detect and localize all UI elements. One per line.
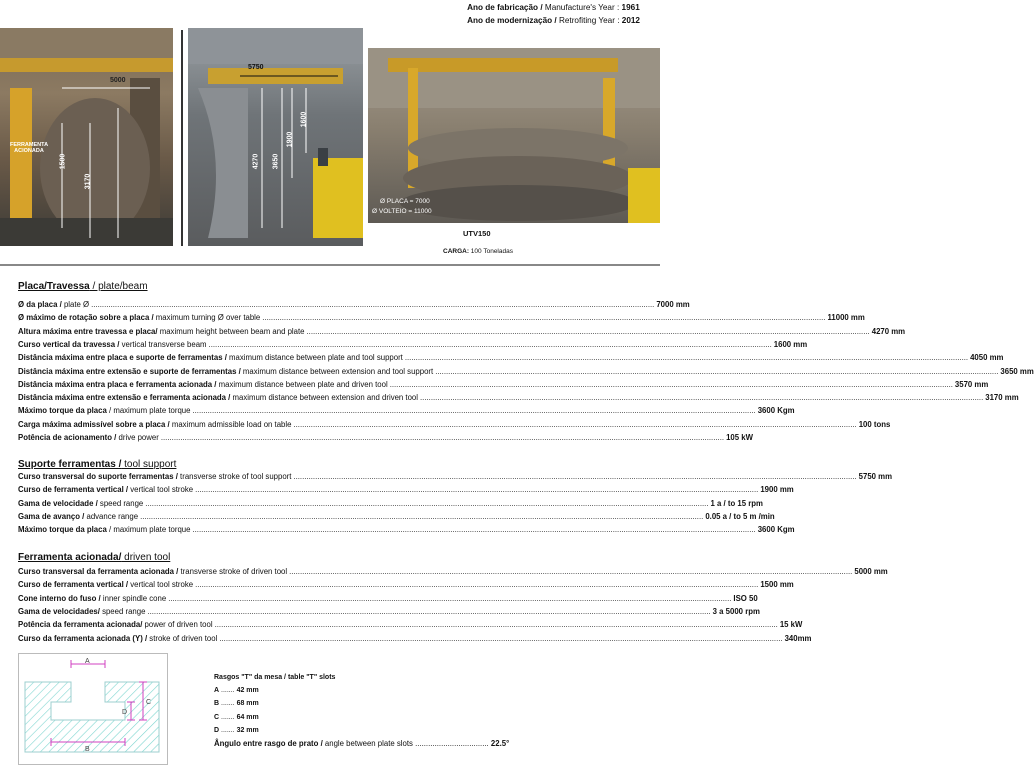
slot-item: C ....... 64 mm — [214, 713, 259, 721]
spec-row — [18, 471, 893, 483]
model-name: UTV150 — [463, 229, 491, 238]
manufacture-year-line: Ano de fabricação / Manufacture's Year : 1961 — [467, 3, 640, 12]
spec-row — [18, 484, 794, 496]
spec-value: 3 a 5000 rpm — [712, 606, 760, 616]
dim-5000: 5000 — [110, 77, 126, 84]
leader-dots: .................................................................................................................................................................................................................................................................... — [404, 353, 969, 363]
leader-dots: .................................................................................................................................................................................................................................................................... — [306, 326, 870, 336]
spec-label: Curso transversal da ferramenta acionada / transverse stroke of driven tool — [18, 567, 288, 576]
spec-value: 0.05 a / to 5 m /min — [705, 511, 775, 521]
load-caption: CARGA: 100 Toneladas — [443, 248, 513, 255]
spec-label: Potência de acionamento / drive power — [18, 433, 159, 442]
dim-a-label: A — [85, 658, 90, 665]
spec-row — [18, 326, 906, 338]
divider-line — [0, 264, 660, 266]
leader-dots: .................................................................................................................................................................................................................................................................... — [420, 393, 984, 403]
spec-row — [18, 405, 795, 417]
leader-dots: .................................................................................................................................................................................................................................................................... — [192, 525, 756, 535]
spec-row — [18, 633, 812, 645]
spec-label: Ø da placa / plate Ø — [18, 300, 90, 309]
spec-label: Curso vertical da travessa / vertical transverse beam — [18, 339, 207, 349]
slot-item: A ....... 42 mm — [214, 687, 259, 695]
spec-value: 340mm — [784, 633, 812, 643]
spec-row — [18, 619, 803, 631]
spec-label: Potência da ferramenta acionada/ power of driven tool — [18, 620, 213, 630]
spec-value: 105 kW — [726, 433, 753, 442]
section-title-tool: Suporte ferramentas / tool support — [18, 459, 177, 470]
spec-value: 3600 Kgm — [757, 406, 795, 416]
dim-d-label: D — [122, 709, 128, 716]
dim-4270: 4270 — [252, 153, 260, 170]
spec-value: 4270 mm — [871, 326, 906, 336]
spec-value: 3570 mm — [954, 379, 989, 389]
spec-value: 3170 mm — [985, 393, 1019, 403]
spec-label: Distância máxima entre extensão e suporte de ferramentas / maximum distance between extension and tool support — [18, 366, 434, 376]
t-slots-title: Rasgos "T" da mesa / table "T" slots — [214, 674, 336, 681]
spec-row — [18, 579, 794, 591]
photo-3-illustration — [368, 48, 660, 223]
spec-row — [18, 419, 891, 431]
spec-row — [18, 566, 888, 578]
spec-label: Altura máxima entre travessa e placa/ maximum height between beam and plate — [18, 326, 305, 336]
leader-dots: .................................................................................................................................................................................................................................................................... — [293, 419, 857, 429]
spec-row — [18, 593, 758, 605]
spec-value: 7000 mm — [656, 300, 690, 309]
slot-item: B ....... 68 mm — [214, 700, 259, 708]
spec-label: Ø máximo de rotação sobre a placa / maximum turning Ø over table — [18, 313, 261, 323]
spec-label: Carga máxima admissível sobre a placa / maximum admissible load on table — [18, 419, 292, 429]
spec-value: 5000 mm — [854, 567, 888, 576]
spec-value: 1 a / to 15 rpm — [710, 498, 763, 508]
leader-dots: .................................................................................................................................................................................................................................................................... — [219, 633, 783, 643]
spec-row — [18, 498, 763, 510]
photo-divider — [181, 30, 183, 246]
dim-1600: 1600 — [300, 111, 308, 128]
spec-row — [18, 511, 775, 523]
spec-label: Gama de velocidade / speed range — [18, 498, 144, 508]
leader-dots: .................................................................................................................................................................................................................................................................... — [168, 593, 732, 603]
leader-dots: .................................................................................................................................................................................................................................................................... — [160, 433, 725, 442]
spec-label: Distância máxima entre placa e suporte de ferramentas / maximum distance between plate and tool support — [18, 353, 403, 363]
leader-dots: .................................................................................................................................................................................................................................................................... — [389, 379, 953, 389]
dim-c-label: C — [146, 699, 152, 706]
machine-photo-3 — [368, 48, 660, 223]
spec-value: 100 tons — [858, 419, 891, 429]
spec-label: Curso da ferramenta acionada (Y) / stroke of driven tool — [18, 633, 218, 643]
dim-b-label: B — [85, 746, 90, 753]
leader-dots: .................................................................................................................................................................................................................................................................... — [140, 511, 704, 521]
leader-dots: .................................................................................................................................................................................................................................................................... — [195, 580, 759, 590]
spec-label: Curso de ferramenta vertical / vertical tool stroke — [18, 485, 194, 495]
leader-dots: .................................................................................................................................................................................................................................................................... — [147, 606, 711, 616]
spec-value: 1900 mm — [760, 485, 794, 495]
t-slot-drawing — [19, 654, 167, 764]
spec-value: 1600 mm — [773, 339, 808, 349]
spec-label: Curso de ferramenta vertical / vertical tool stroke — [18, 580, 194, 590]
photo-2-illustration — [188, 28, 363, 246]
spec-row — [18, 312, 865, 324]
slot-angle-line: Ângulo entre rasgo de prato / angle between plate slots .................................. 22.5° — [214, 739, 510, 749]
spec-label: Máximo torque da placa / maximum plate torque — [18, 525, 191, 535]
dim-1500: 1500 — [59, 153, 67, 170]
spec-label: Máximo torque da placa / maximum plate torque — [18, 406, 191, 416]
turning-diameter-note: Ø VOLTEIO = 11000 — [372, 208, 432, 215]
spec-value: ISO 50 — [733, 593, 758, 603]
leader-dots: .................................................................................................................................................................................................................................................................... — [262, 313, 826, 323]
t-slot-diagram — [18, 653, 168, 765]
plate-diameter-note: Ø PLACA = 7000 — [380, 198, 430, 205]
spec-value: 11000 mm — [827, 313, 865, 323]
spec-value: 5750 mm — [858, 472, 893, 481]
leader-dots: .................................................................................................................................................................................................................................................................... — [145, 498, 709, 508]
spec-label: Distância máxima entre extensão e ferramenta acionada / maximum distance between extension and driven tool — [18, 393, 419, 403]
t-slots-info — [214, 671, 509, 750]
leader-dots: .................................................................................................................................................................................................................................................................... — [293, 472, 857, 481]
driven-tool-label: FERRAMENTA ACIONADA — [9, 142, 49, 154]
leader-dots: .................................................................................................................................................................................................................................................................... — [195, 485, 759, 495]
machine-photo-1 — [0, 28, 173, 246]
leader-dots: .................................................................................................................................................................................................................................................................... — [91, 300, 655, 309]
section-title-plate: Placa/Travessa / plate/beam — [18, 281, 148, 292]
spec-value: 1500 mm — [760, 580, 794, 590]
dim-3170: 3170 — [84, 173, 92, 190]
dim-5750: 5750 — [248, 64, 264, 71]
leader-dots: .................................................................................................................................................................................................................................................................... — [192, 406, 756, 416]
t-slot-list — [214, 684, 509, 737]
header-info — [467, 2, 640, 27]
dim-1900: 1900 — [286, 131, 294, 148]
spec-row — [18, 392, 1019, 404]
leader-dots: .................................................................................................................................................................................................................................................................... — [208, 339, 772, 349]
spec-value: 3600 Kgm — [757, 525, 795, 535]
spec-value: 4050 mm — [970, 353, 1004, 363]
spec-value: 3650 mm — [1000, 366, 1034, 376]
spec-row — [18, 299, 690, 311]
leader-dots: .................................................................................................................................................................................................................................................................... — [289, 567, 853, 576]
machine-photo-2 — [188, 28, 363, 246]
spec-row — [18, 432, 753, 444]
dim-3650: 3650 — [272, 153, 280, 170]
slot-item: D ....... 32 mm — [214, 726, 259, 734]
spec-row — [18, 352, 1004, 364]
spec-label: Gama de avanço / advance range — [18, 511, 139, 521]
spec-label: Curso transversal do suporte ferramentas / transverse stroke of tool support — [18, 472, 292, 481]
retrofit-year-line: Ano de modernização / Retrofiting Year : 2012 — [467, 15, 640, 25]
section-title-driven: Ferramenta acionada/ driven tool — [18, 552, 171, 563]
spec-row — [18, 524, 795, 536]
spec-row — [18, 379, 989, 391]
photo-1-illustration — [0, 28, 173, 246]
spec-label: Cone interno do fuso / inner spindle cone — [18, 593, 167, 603]
leader-dots: .................................................................................................................................................................................................................................................................... — [435, 366, 999, 376]
spec-row — [18, 339, 808, 351]
spec-label: Gama de velocidades/ speed range — [18, 606, 146, 616]
spec-value: 15 kW — [779, 620, 803, 630]
spec-row — [18, 606, 760, 618]
leader-dots: .................................................................................................................................................................................................................................................................... — [214, 620, 778, 630]
spec-label: Distância máxima entra placa e ferramenta acionada / maximum distance between plate and driven tool — [18, 379, 388, 389]
spec-row — [18, 366, 1034, 378]
